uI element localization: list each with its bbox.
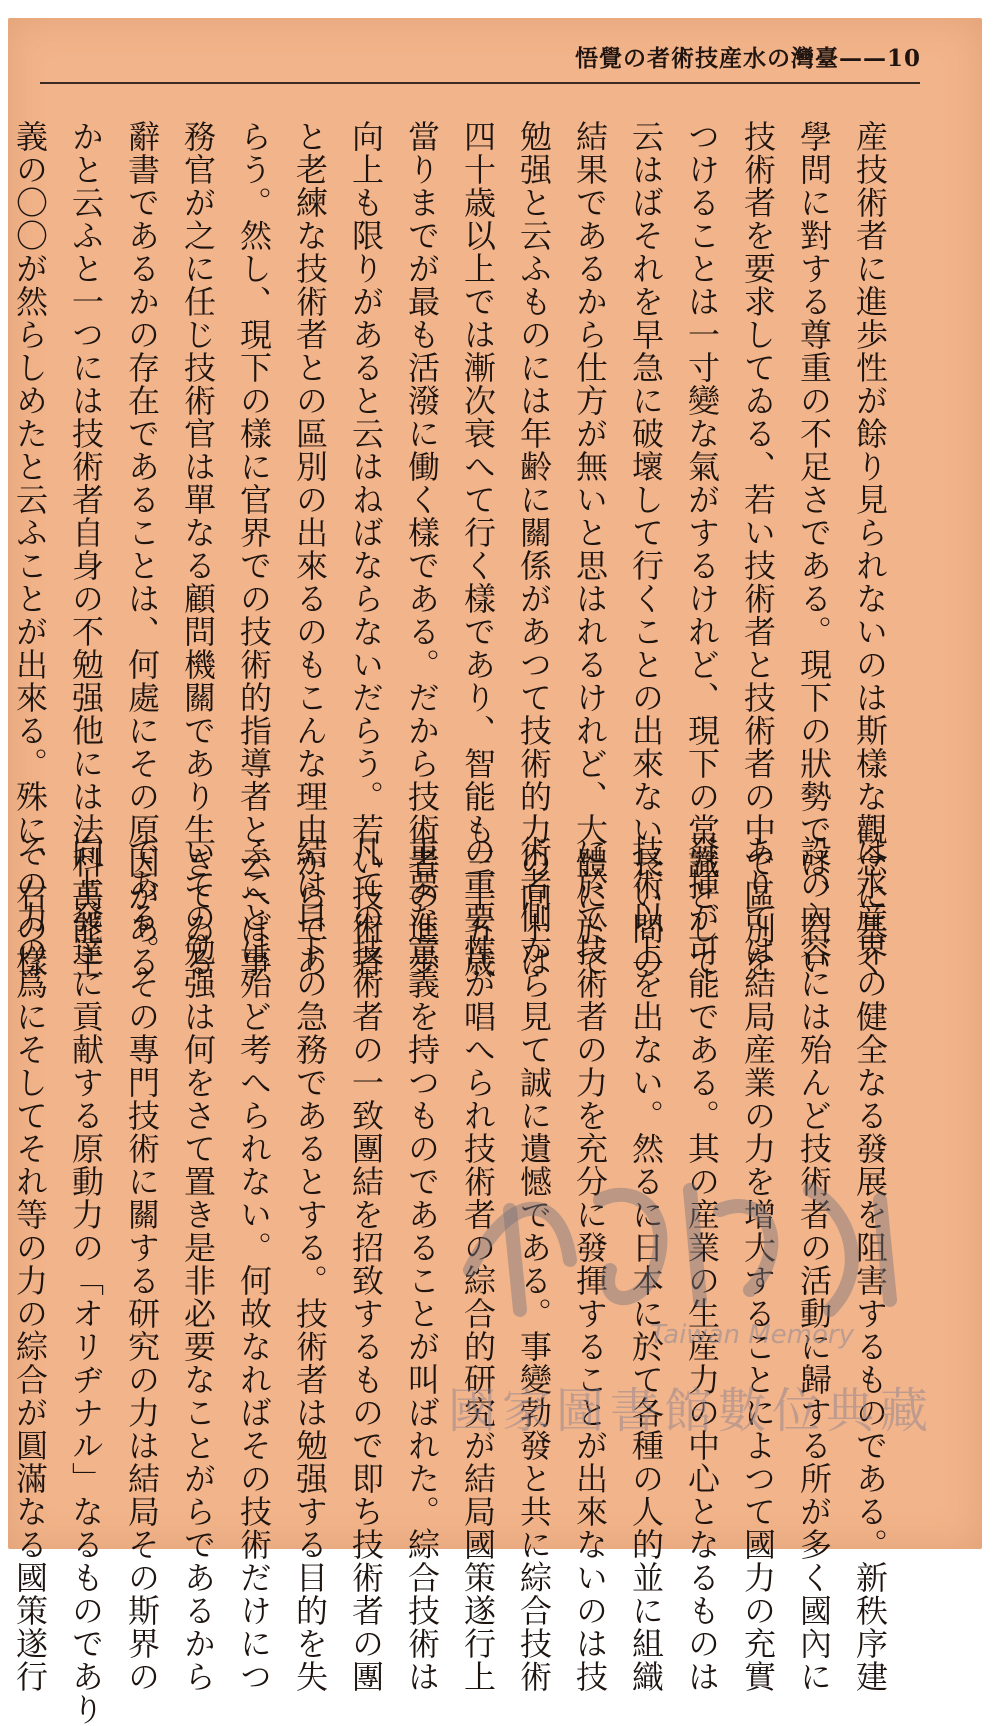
lower-text-column: いての勉强は何をさて置き是非必要なことがらであるから xyxy=(179,835,217,1693)
upper-text-column: 向上も限りがあると云はねばならないだらう。若い技術者 xyxy=(347,120,385,978)
lower-text-column: その力の爲にそしてそれ等の力の綜合が圓滿なる國策遂行 xyxy=(11,835,49,1693)
lower-text-column: 發揮が可能である。其の産業の生産力の中心となるものは xyxy=(683,835,721,1693)
upper-text-column: 義の〇〇が然らしめたと云ふことが出來る。殊に、右の樣 xyxy=(11,120,49,978)
lower-text-column: は水産界の健全なる發展を阻害するものである。新秩序建 xyxy=(851,835,889,1693)
upper-text-column: らう。然し、現下の樣に官界での技術的指導者と云へば事 xyxy=(235,120,273,978)
watermark-english: Taiwan Memory xyxy=(650,1320,854,1350)
upper-text-column: 辭書であるかの存在であることは、何處にその原因がある xyxy=(123,120,161,978)
upper-text-column: つけることは一寸變な氣がするけれど、現下の常識として xyxy=(683,120,721,978)
upper-text-column: と老練な技術者との區別の出來るのもこんな理由からであ xyxy=(291,120,329,978)
lower-text-column: 術者側から見て誠に遺憾である。事變勃發と共に綜合技術 xyxy=(515,835,553,1693)
lower-text-column: ふことは殆ど考へられない。何故なればその技術だけにつ xyxy=(235,835,273,1693)
upper-text-column: 勉强と云ふものには年齢に關係があつて技術的力の向上は xyxy=(515,120,553,978)
upper-text-column: 云はばそれを早急に破壞して行くことの出來ない長い間の xyxy=(627,120,665,978)
upper-text-column: 産技術者に進歩性が餘り見られないのは斯樣な觀念に基く xyxy=(851,120,889,978)
lower-text-column: 技術以上を出ない。然るに日本に於て各種の人的並に組織 xyxy=(627,835,665,1693)
watermark-logo xyxy=(450,1150,930,1330)
upper-text-column: かと云ふと一つには技術者自身の不勉强他には法科萬能主 xyxy=(67,120,105,978)
lower-text-column: の重要性が唱へられ技術者の綜合的研究が結局國策遂行上 xyxy=(459,835,497,1693)
upper-text-column: 學問に對する尊重の不足さである。現下の狀勢では、若い xyxy=(795,120,833,978)
running-head: 悟覺の者術技産水の灣臺——10 xyxy=(575,45,922,72)
lower-text-column: 設の內容には殆んど技術者の活動に歸する所が多く國內に xyxy=(795,835,833,1693)
lower-text-column: である。その專門技術に關する研究の力は結局その斯界の xyxy=(123,835,161,1693)
upper-text-column: 技術者を要求してゐる、若い技術者と技術者の中で區別を xyxy=(739,120,777,978)
upper-text-column: 務官が之に任じ技術官は單なる顧問機關であり生きてゐる xyxy=(179,120,217,978)
lower-text-column: 重要な意義を持つものであることが叫ばれた。綜合技術は xyxy=(403,835,441,1693)
upper-text-column: 四十歳以上では漸次衰へて行く樣であり、智能も三十五歳 xyxy=(459,120,497,978)
lower-text-column: 向上發達に貢献する原動力の「オリヂナル」なるものであり xyxy=(67,835,105,1726)
watermark-chinese: 國家圖書館數位典藏 xyxy=(448,1383,935,1439)
lower-text-column: 凡ての技術者の一致團結を招致するもので即ち技術者の團 xyxy=(347,835,385,1693)
lower-text-column: ありては結局産業の力を增大することによつて國力の充實 xyxy=(739,835,777,1693)
upper-text-column: 當りまでが最も活潑に働く樣である。だから技術者の進歩 xyxy=(403,120,441,978)
upper-text-block xyxy=(11,120,898,978)
upper-text-column: 結果であるから仕方が無いと思はれるけれど、大體に於て xyxy=(571,120,609,978)
lower-text-column: に於て技術者の力を充分に發揮することが出來ないのは技 xyxy=(571,835,609,1693)
lower-text-column: 結は目下の急務であるとする。技術者は勉强する目的を失 xyxy=(291,835,329,1693)
header-rule xyxy=(40,82,920,84)
